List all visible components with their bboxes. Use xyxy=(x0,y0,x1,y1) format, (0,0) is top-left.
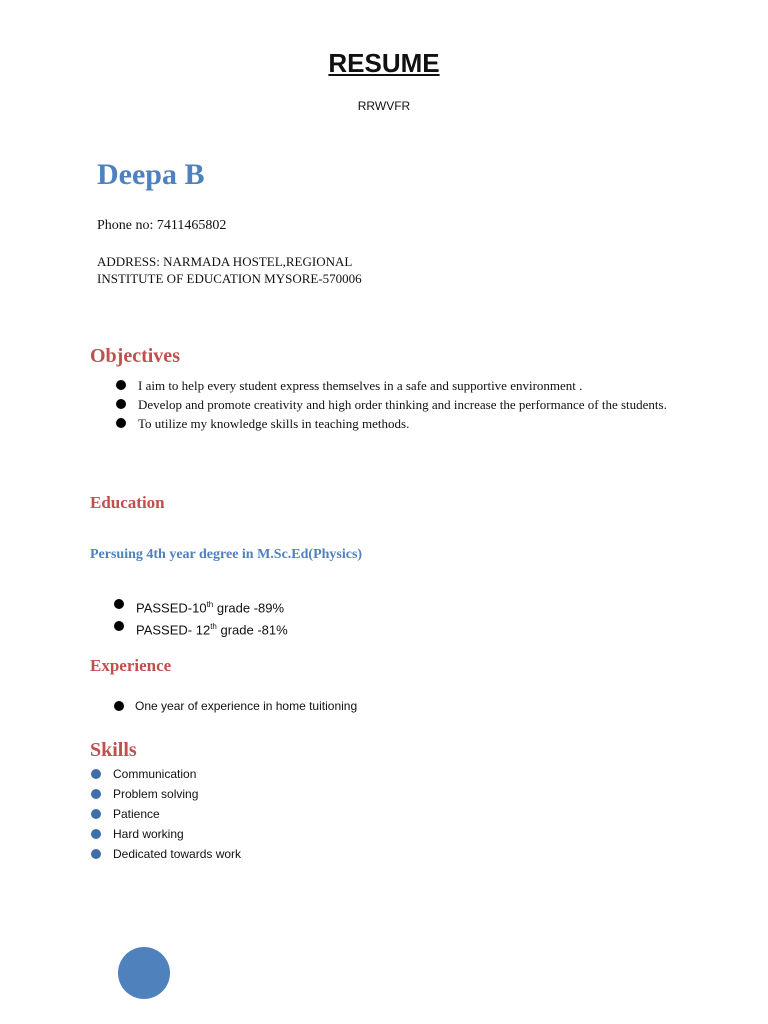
objectives-heading: Objectives xyxy=(90,345,180,367)
list-item xyxy=(112,595,288,617)
resume-subtitle: RRWVFR xyxy=(357,99,411,113)
education-grade: grade -81% xyxy=(216,622,288,638)
address-block xyxy=(97,253,362,287)
ordinal-suffix: th xyxy=(210,622,217,632)
skill-text: Patience xyxy=(113,807,160,821)
skill-text: Problem solving xyxy=(113,787,199,801)
education-heading: Education xyxy=(90,493,165,512)
bullet-icon xyxy=(114,599,124,609)
skill-text: Dedicated towards work xyxy=(113,847,242,861)
education-text: PASSED- 12 xyxy=(136,622,211,638)
list-item xyxy=(90,804,241,824)
list-item xyxy=(90,764,241,784)
bullet-icon xyxy=(91,829,101,839)
education-list xyxy=(112,595,288,640)
list-item xyxy=(90,784,241,804)
address-line-1: ADDRESS: NARMADA HOSTEL,REGIONAL xyxy=(97,254,353,269)
list-item xyxy=(90,844,241,864)
skills-heading: Skills xyxy=(90,739,137,761)
bullet-icon xyxy=(116,380,126,390)
bullet-icon xyxy=(116,418,126,428)
list-item xyxy=(112,617,288,639)
resume-title: RESUME xyxy=(328,48,440,78)
candidate-name: Deepa B xyxy=(97,158,205,191)
bullet-icon xyxy=(114,621,124,631)
experience-heading: Experience xyxy=(90,656,172,675)
list-item xyxy=(114,395,674,414)
objective-text: I aim to help every student express themselves in a safe and supportive environment . xyxy=(138,378,583,393)
skills-list xyxy=(90,764,241,864)
list-item xyxy=(114,414,674,433)
education-text: PASSED-10 xyxy=(136,600,207,616)
address-line-2: INSTITUTE OF EDUCATION MYSORE-570006 xyxy=(97,271,362,286)
bullet-icon xyxy=(91,789,101,799)
bullet-icon xyxy=(114,701,124,711)
objective-text: Develop and promote creativity and high order thinking and increase the performance of the students. xyxy=(138,397,667,412)
degree-text: Persuing 4th year degree in M.Sc.Ed(Physics) xyxy=(90,547,363,562)
experience-text: One year of experience in home tuitioning xyxy=(135,699,358,713)
decorative-circle xyxy=(118,947,170,999)
objective-text: To utilize my knowledge skills in teaching methods. xyxy=(138,416,410,431)
bullet-icon xyxy=(116,399,126,409)
list-item xyxy=(90,824,241,844)
objectives-list xyxy=(114,376,674,433)
experience-list xyxy=(112,697,357,715)
phone-number: Phone no: 7411465802 xyxy=(97,218,227,233)
bullet-icon xyxy=(91,769,101,779)
bullet-icon xyxy=(91,809,101,819)
skill-text: Hard working xyxy=(113,827,184,841)
ordinal-suffix: th xyxy=(206,600,214,609)
skill-text: Communication xyxy=(113,767,197,781)
list-item xyxy=(114,376,674,395)
list-item xyxy=(112,697,357,715)
education-grade: grade -89% xyxy=(213,600,285,616)
bullet-icon xyxy=(91,849,101,859)
